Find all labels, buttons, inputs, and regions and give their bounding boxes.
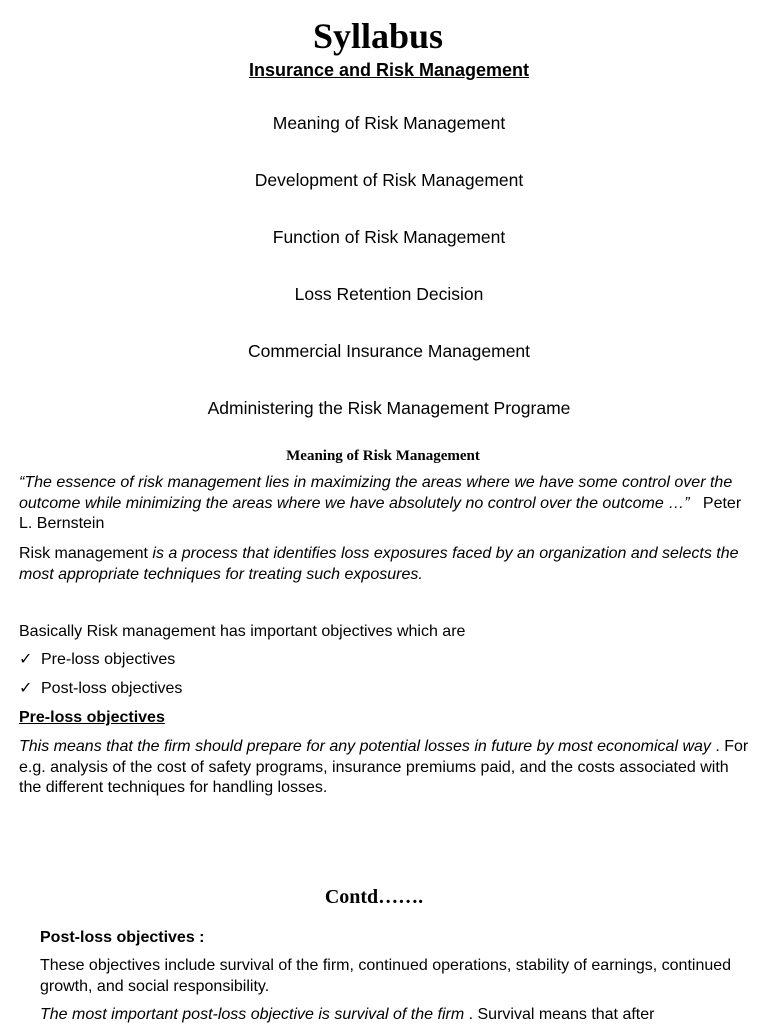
definition-text: is a process that identifies loss exposures faced by an organization and selects the most appropriate techniques for treating such exposures. — [19, 545, 739, 583]
quote-paragraph — [19, 473, 754, 535]
page-subtitle: Insurance and Risk Management — [248, 60, 530, 80]
definition-paragraph — [19, 544, 754, 585]
preloss-heading: Pre-loss objectives — [19, 709, 165, 726]
topic-item: Function of Risk Management — [272, 227, 506, 247]
topic-item: Administering the Risk Management Programe — [207, 398, 571, 418]
preloss-italic-text: This means that the firm should prepare for any potential losses in future by most economical way — [19, 738, 711, 755]
definition-term: Risk management — [19, 545, 148, 562]
topic-item: Commercial Insurance Management — [247, 341, 531, 361]
postloss-paragraph: These objectives include survival of the firm, continued operations, stability of earnings, continued growth, and social responsibility. — [40, 957, 732, 995]
postloss-heading: Post-loss objectives : — [40, 929, 205, 946]
objective-list-item — [19, 679, 182, 699]
postloss-italic-text: The most important post-loss objective is survival of the firm — [40, 1006, 465, 1023]
objective-label: Pre-loss objectives — [41, 651, 176, 668]
section-heading: Meaning of Risk Management — [286, 448, 480, 464]
objective-list-item — [19, 650, 175, 670]
quote-text: “The essence of risk management lies in maximizing the areas where we have some control over the outcome while minimizing the areas where we have absolutely no control over the outcome …” — [19, 474, 733, 512]
checkmark-icon: ✓ — [19, 651, 33, 668]
topic-item: Loss Retention Decision — [294, 284, 484, 304]
objectives-intro: Basically Risk management has important objectives which are — [19, 623, 466, 640]
preloss-text: . For e.g. analysis of the cost of safety programs, insurance premiums paid, and the costs associated with the different techniques for handling losses. — [19, 738, 749, 796]
postloss-text: . Survival means that after — [464, 1006, 655, 1023]
checkmark-icon: ✓ — [19, 680, 33, 697]
quote-author: Peter L. Bernstein — [19, 494, 742, 532]
postloss-survival-paragraph — [40, 1005, 740, 1026]
continued-heading: Contd……. — [324, 886, 424, 908]
preloss-paragraph — [19, 737, 754, 799]
page-title: Syllabus — [312, 16, 444, 56]
topic-item: Meaning of Risk Management — [272, 113, 506, 133]
objective-label: Post-loss objectives — [41, 680, 183, 697]
topic-item: Development of Risk Management — [254, 170, 524, 190]
